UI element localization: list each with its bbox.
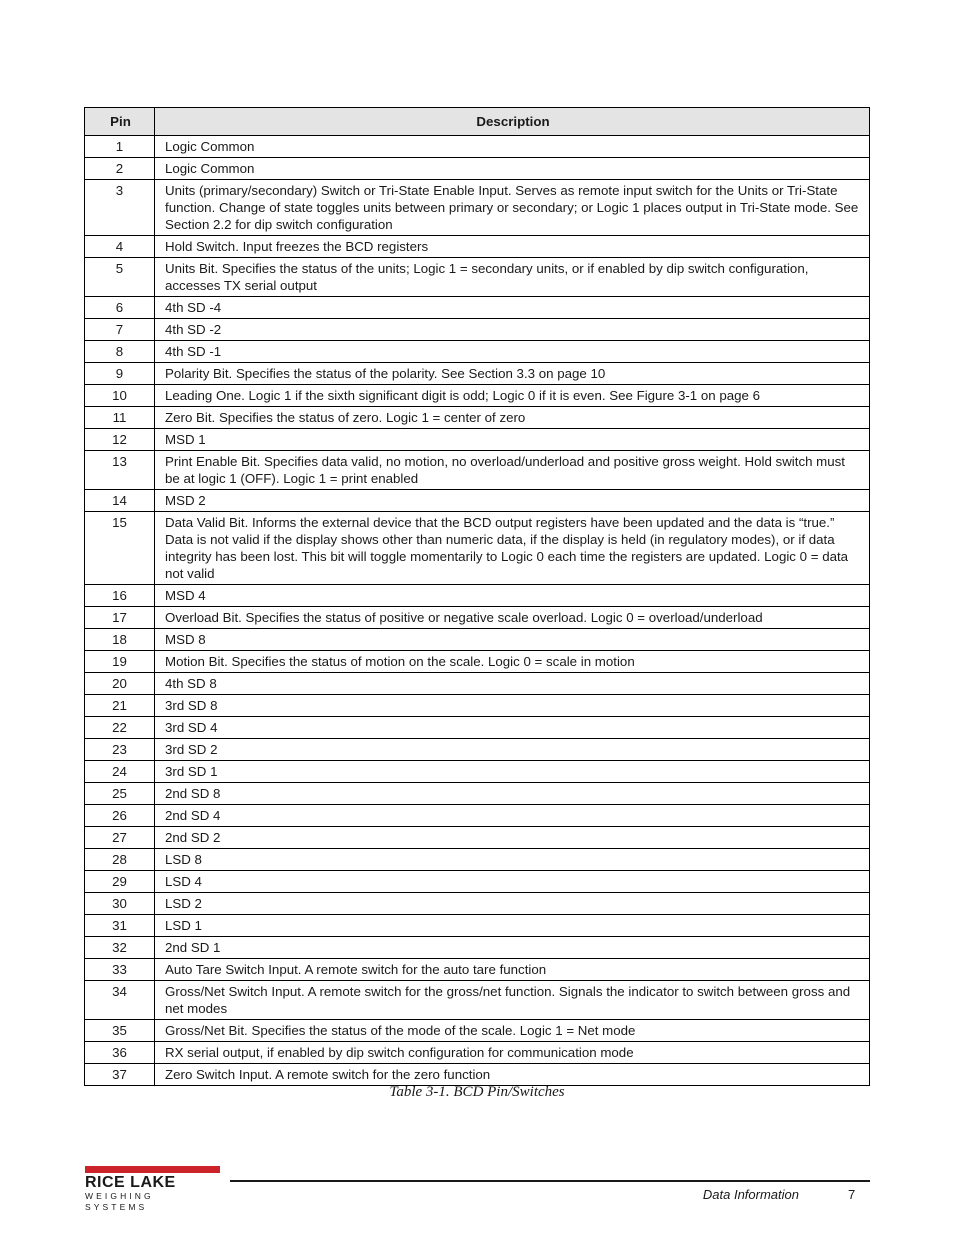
table-row bbox=[85, 695, 870, 717]
table-row bbox=[85, 512, 870, 585]
pin-number-cell: 24 bbox=[85, 761, 155, 783]
pin-number-cell: 3 bbox=[85, 180, 155, 236]
table-row bbox=[85, 981, 870, 1020]
table-row bbox=[85, 451, 870, 490]
table-row bbox=[85, 1064, 870, 1086]
table-row bbox=[85, 827, 870, 849]
rice-lake-logo bbox=[85, 1166, 220, 1213]
table-row bbox=[85, 805, 870, 827]
pin-description-cell: 2nd SD 8 bbox=[155, 783, 870, 805]
pin-column-header: Pin bbox=[85, 108, 155, 136]
footer-rule bbox=[230, 1180, 870, 1182]
pin-number-cell: 26 bbox=[85, 805, 155, 827]
table-row bbox=[85, 585, 870, 607]
pin-description-cell: 4th SD -1 bbox=[155, 341, 870, 363]
pin-description-cell: MSD 4 bbox=[155, 585, 870, 607]
pin-description-cell: Gross/Net Switch Input. A remote switch for the gross/net function. Signals the indicator to switch between gross and net modes bbox=[155, 981, 870, 1020]
table-row bbox=[85, 1042, 870, 1064]
pin-number-cell: 25 bbox=[85, 783, 155, 805]
pin-description-cell: RX serial output, if enabled by dip switch configuration for communication mode bbox=[155, 1042, 870, 1064]
pin-number-cell: 18 bbox=[85, 629, 155, 651]
footer-section-title: Data Information bbox=[702, 1187, 799, 1202]
table-row bbox=[85, 385, 870, 407]
pin-number-cell: 7 bbox=[85, 319, 155, 341]
table-row bbox=[85, 717, 870, 739]
pin-number-cell: 10 bbox=[85, 385, 155, 407]
pin-number-cell: 30 bbox=[85, 893, 155, 915]
pin-description-cell: Logic Common bbox=[155, 158, 870, 180]
table-row bbox=[85, 761, 870, 783]
pin-number-cell: 2 bbox=[85, 158, 155, 180]
table-row bbox=[85, 158, 870, 180]
pin-number-cell: 17 bbox=[85, 607, 155, 629]
pin-number-cell: 27 bbox=[85, 827, 155, 849]
pin-number-cell: 5 bbox=[85, 258, 155, 297]
pin-description-cell: MSD 8 bbox=[155, 629, 870, 651]
pin-description-cell: 2nd SD 2 bbox=[155, 827, 870, 849]
table-row bbox=[85, 341, 870, 363]
pin-description-cell: LSD 8 bbox=[155, 849, 870, 871]
pin-number-cell: 14 bbox=[85, 490, 155, 512]
bcd-pin-table bbox=[84, 107, 870, 1086]
table-body bbox=[85, 136, 870, 1086]
pin-description-cell: Logic Common bbox=[155, 136, 870, 158]
table-row bbox=[85, 1020, 870, 1042]
pin-description-cell: Polarity Bit. Specifies the status of the polarity. See Section 3.3 on page 10 bbox=[155, 363, 870, 385]
table-row bbox=[85, 629, 870, 651]
pin-number-cell: 34 bbox=[85, 981, 155, 1020]
pin-description-cell: 4th SD -2 bbox=[155, 319, 870, 341]
pin-description-cell: LSD 1 bbox=[155, 915, 870, 937]
pin-number-cell: 13 bbox=[85, 451, 155, 490]
pin-number-cell: 36 bbox=[85, 1042, 155, 1064]
pin-description-cell: 4th SD 8 bbox=[155, 673, 870, 695]
pin-number-cell: 37 bbox=[85, 1064, 155, 1086]
table-row bbox=[85, 673, 870, 695]
pin-description-cell: Print Enable Bit. Specifies data valid, no motion, no overload/underload and positive gross weight. Hold switch must be at logic 1 (OFF). Logic 1 = print enabled bbox=[155, 451, 870, 490]
pin-description-cell: MSD 1 bbox=[155, 429, 870, 451]
pin-description-cell: Zero Switch Input. A remote switch for the zero function bbox=[155, 1064, 870, 1086]
logo-red-bar bbox=[85, 1166, 220, 1173]
description-column-header: Description bbox=[155, 108, 870, 136]
table-row bbox=[85, 849, 870, 871]
pin-number-cell: 31 bbox=[85, 915, 155, 937]
pin-number-cell: 8 bbox=[85, 341, 155, 363]
pin-description-cell: Units Bit. Specifies the status of the units; Logic 1 = secondary units, or if enabled by dip switch configuration, accesses TX serial output bbox=[155, 258, 870, 297]
table-row bbox=[85, 297, 870, 319]
pin-number-cell: 20 bbox=[85, 673, 155, 695]
table-row bbox=[85, 429, 870, 451]
pin-number-cell: 16 bbox=[85, 585, 155, 607]
pin-description-cell: LSD 4 bbox=[155, 871, 870, 893]
logo-tagline: WEIGHING SYSTEMS bbox=[85, 1191, 154, 1212]
logo-name: RICE LAKE bbox=[85, 1174, 176, 1191]
pin-description-cell: 4th SD -4 bbox=[155, 297, 870, 319]
pin-number-cell: 33 bbox=[85, 959, 155, 981]
pin-description-cell: 2nd SD 4 bbox=[155, 805, 870, 827]
table-row bbox=[85, 783, 870, 805]
pin-number-cell: 9 bbox=[85, 363, 155, 385]
pin-description-cell: Motion Bit. Specifies the status of motion on the scale. Logic 0 = scale in motion bbox=[155, 651, 870, 673]
pin-description-cell: 3rd SD 8 bbox=[155, 695, 870, 717]
pin-number-cell: 29 bbox=[85, 871, 155, 893]
pin-description-cell: Overload Bit. Specifies the status of positive or negative scale overload. Logic 0 = overload/underload bbox=[155, 607, 870, 629]
pin-description-cell: 3rd SD 1 bbox=[155, 761, 870, 783]
pin-description-cell: Units (primary/secondary) Switch or Tri-State Enable Input. Serves as remote input switch for the Units or Tri-State function. Change of state toggles units between primary or secondary; or Logic 1 places output in Tri-State mode. See Section 2.2 for dip switch configuration bbox=[155, 180, 870, 236]
pin-description-cell: Auto Tare Switch Input. A remote switch for the auto tare function bbox=[155, 959, 870, 981]
pin-number-cell: 12 bbox=[85, 429, 155, 451]
table-row bbox=[85, 319, 870, 341]
pin-description-cell: MSD 2 bbox=[155, 490, 870, 512]
pin-number-cell: 22 bbox=[85, 717, 155, 739]
pin-number-cell: 15 bbox=[85, 512, 155, 585]
pin-number-cell: 4 bbox=[85, 236, 155, 258]
pin-number-cell: 6 bbox=[85, 297, 155, 319]
pin-description-cell: Data Valid Bit. Informs the external device that the BCD output registers have been updated and the data is “true.” Data is not valid if the display shows other than numeric data, if the display is held (in regulatory modes), or if data integrity has been lost. This bit will toggle momentarily to Logic 0 each time the registers are updated. Logic 0 = data not valid bbox=[155, 512, 870, 585]
pin-description-cell: 2nd SD 1 bbox=[155, 937, 870, 959]
table-row bbox=[85, 937, 870, 959]
pin-description-cell: Zero Bit. Specifies the status of zero. Logic 1 = center of zero bbox=[155, 407, 870, 429]
table-row bbox=[85, 407, 870, 429]
pin-number-cell: 28 bbox=[85, 849, 155, 871]
table-header-row bbox=[85, 108, 870, 136]
table-row bbox=[85, 363, 870, 385]
table-row bbox=[85, 607, 870, 629]
table-row bbox=[85, 490, 870, 512]
pin-description-cell: Gross/Net Bit. Specifies the status of the mode of the scale. Logic 1 = Net mode bbox=[155, 1020, 870, 1042]
table-row bbox=[85, 915, 870, 937]
table-row bbox=[85, 739, 870, 761]
pin-description-cell: Hold Switch. Input freezes the BCD registers bbox=[155, 236, 870, 258]
table-row bbox=[85, 236, 870, 258]
pin-number-cell: 32 bbox=[85, 937, 155, 959]
table-row bbox=[85, 871, 870, 893]
pin-number-cell: 11 bbox=[85, 407, 155, 429]
table-row bbox=[85, 893, 870, 915]
table-caption: Table 3-1. BCD Pin/Switches bbox=[389, 1084, 565, 1100]
pin-description-cell: 3rd SD 4 bbox=[155, 717, 870, 739]
table-row bbox=[85, 258, 870, 297]
table-row bbox=[85, 136, 870, 158]
pin-number-cell: 19 bbox=[85, 651, 155, 673]
pin-description-cell: LSD 2 bbox=[155, 893, 870, 915]
table-row bbox=[85, 959, 870, 981]
table-row bbox=[85, 651, 870, 673]
table-row bbox=[85, 180, 870, 236]
pin-number-cell: 23 bbox=[85, 739, 155, 761]
page-number: 7 bbox=[848, 1187, 856, 1202]
pin-description-cell: 3rd SD 2 bbox=[155, 739, 870, 761]
pin-description-cell: Leading One. Logic 1 if the sixth significant digit is odd; Logic 0 if it is even. See Figure 3-1 on page 6 bbox=[155, 385, 870, 407]
pin-number-cell: 1 bbox=[85, 136, 155, 158]
pin-number-cell: 21 bbox=[85, 695, 155, 717]
pin-number-cell: 35 bbox=[85, 1020, 155, 1042]
